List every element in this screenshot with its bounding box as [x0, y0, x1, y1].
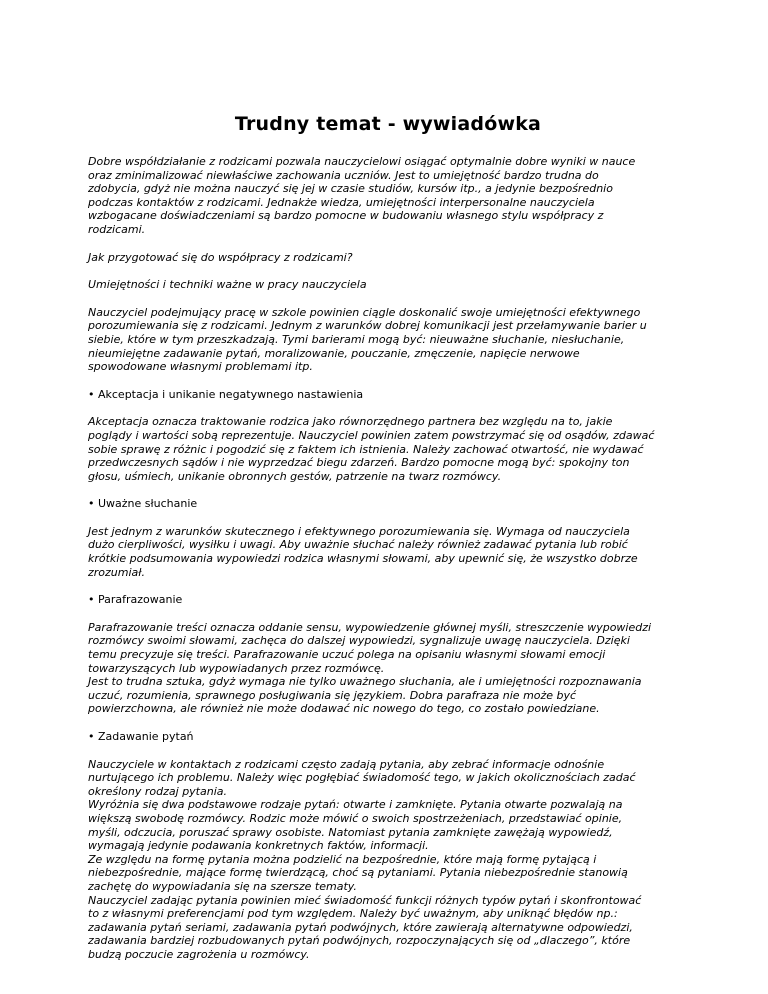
text-line: porozumiewania się z rodzicami. Jednym z warunków dobrej komunikacji jest przełamywanie barier u [88, 319, 647, 333]
text-line: nieumiejętne zadawanie pytań, moralizowanie, pouczanie, zmęczenie, napięcie nerwowe [88, 346, 580, 360]
section-heading [88, 730, 688, 744]
text-line: budzą poczucie zagrożenia u rozmówcy. [88, 947, 310, 961]
text-line: Jak przygotować się do współpracy z rodzicami? [88, 250, 353, 264]
text-line: niebezpośrednie, mające formę twierdzącą, choć są pytaniami. Pytania niebezpośrednie stanowią [88, 866, 628, 880]
paragraph [88, 306, 688, 374]
text-line: temu precyzuje się treści. Parafrazowanie uczuć polega na opisaniu własnymi słowami emocji [88, 648, 606, 662]
text-line: podczas kontaktów z rodzicami. Jednakże wiedza, umiejętności interpersonalne nauczyciela [88, 195, 595, 209]
paragraph [88, 621, 688, 716]
text-line: spowodowane własnymi problemami itp. [88, 360, 313, 374]
text-line: myśli, odczucia, poruszać sprawy osobiste. Natomiast pytania zamknięte zawężają wypowiedź, [88, 825, 613, 839]
paragraph [88, 758, 688, 962]
text-line: rodzicami. [88, 222, 146, 236]
text-line: to z własnymi preferencjami pod tym względem. Należy być uważnym, aby uniknąć błędów np.: [88, 907, 618, 921]
text-line: poglądy i wartości sobą reprezentuje. Nauczyciel powinien zatem powstrzymać się od osądów, zdawać [88, 428, 655, 442]
text-line: zadawania bardziej rozbudowanych pytań podwójnych, rozpoczynających się od „dlaczego”, które [88, 934, 631, 948]
text-line: określony rodzaj pytania. [88, 784, 227, 798]
paragraph [88, 251, 688, 265]
text-line: Nauczyciele w kontaktach z rodzicami często zadają pytania, aby zebrać informacje odnośnie [88, 757, 605, 771]
text-line: oraz zminimalizować niewłaściwe zachowania uczniów. Jest to umiejętność bardzo trudna do [88, 168, 599, 182]
text-line: zachętę do wypowiadania się na szersze tematy. [88, 879, 357, 893]
text-line: nurtującego ich problemu. Należy więc pogłębiać świadomość tego, w jakich okolicznościach zadać [88, 771, 636, 785]
text-line: • Parafrazowanie [88, 593, 183, 607]
text-line: • Akceptacja i unikanie negatywnego nastawienia [88, 387, 364, 401]
text-line: Jest to trudna sztuka, gdyż wymaga nie tylko uważnego słuchania, ale i umiejętności rozpoznawania [88, 675, 642, 689]
text-line: Parafrazowanie treści oznacza oddanie sensu, wypowiedzenie głównej myśli, streszczenie wypowiedzi [88, 620, 652, 634]
section-heading [88, 497, 688, 511]
text-line: większą swobodę rozmówcy. Rodzic może mówić o swoich spostrzeżeniach, przedstawiać opinie, [88, 811, 623, 825]
text-line: towarzyszących lub wypowiadanych przez rozmówcę. [88, 661, 385, 675]
text-line: Dobre współdziałanie z rodzicami pozwala nauczycielowi osiągać optymalnie dobre wyniki w nauce [88, 155, 636, 168]
document-page [88, 113, 688, 976]
text-line: Nauczyciel zadając pytania powinien mieć świadomość funkcji różnych typów pytań i skonfrontować [88, 893, 642, 907]
text-line: głosu, uśmiech, unikanie obronnych gestów, patrzenie na twarz rozmówcy. [88, 469, 502, 483]
text-line: zadawania pytań seriami, zadawania pytań podwójnych, które zawierają alternatywne odpowiedzi, [88, 920, 633, 934]
text-line: wymagają jedynie podawania konkretnych faktów, informacji. [88, 839, 429, 853]
paragraph [88, 155, 688, 237]
text-line: siebie, które w tym przeszkadzają. Tymi barierami mogą być: nieuważne słuchanie, niesłuchanie, [88, 332, 625, 346]
text-line: • Uważne słuchanie [88, 497, 198, 511]
text-line: sobie sprawę z różnic i pogodzić się z faktem ich istnienia. Należy zachować otwartość, nie wydawać [88, 442, 644, 456]
text-line: uczuć, rozumienia, sprawnego posługiwania się językiem. Dobra parafraza nie może być [88, 688, 577, 702]
text-line: Umiejętności i techniki ważne w pracy nauczyciela [88, 278, 367, 292]
text-line: Akceptacja oznacza traktowanie rodzica jako równorzędnego partnera bez względu na to, jakie [88, 415, 613, 429]
section-heading [88, 593, 688, 607]
paragraph [88, 278, 688, 292]
text-line: rozmówcy swoimi słowami, zachęca do dalszej wypowiedzi, sygnalizuje uwagę nauczyciela. Dzięki [88, 634, 630, 648]
text-line: powierzchowna, ale również nie może dodawać nic nowego do tego, co zostało powiedziane. [88, 702, 600, 716]
section-heading [88, 388, 688, 402]
text-line: Nauczyciel podejmujący pracę w szkole powinien ciągle doskonalić swoje umiejętności efektywnego [88, 305, 641, 319]
document-body [88, 155, 688, 962]
text-line: zrozumiał. [88, 565, 145, 579]
text-line: wzbogacane doświadczeniami są bardzo pomocne w budowaniu własnego stylu współpracy z [88, 209, 604, 223]
paragraph [88, 525, 688, 579]
text-line: Wyróżnia się dwa podstawowe rodzaje pytań: otwarte i zamknięte. Pytania otwarte pozwalają na [88, 798, 623, 812]
document-title: Trudny temat - wywiadówka [234, 113, 542, 135]
text-line: Ze względu na formę pytania można podzielić na bezpośrednie, które mają formę pytającą i [88, 852, 597, 866]
text-line: Jest jednym z warunków skutecznego i efektywnego porozumiewania się. Wymaga od nauczyciela [88, 524, 630, 538]
paragraph [88, 415, 688, 483]
text-line: zdobycia, gdyż nie można nauczyć się jej w czasie studiów, kursów itp., a jedynie bezpośrednio [88, 182, 613, 196]
text-line: • Zadawanie pytań [88, 730, 194, 743]
text-line: krótkie podsumowania wypowiedzi rodzica własnymi słowami, aby upewnić się, że wszystko dobrze [88, 552, 638, 566]
text-line: przedwczesnych sądów i nie wyprzedzać biegu zdarzeń. Bardzo pomocne mogą być: spokojny ton [88, 456, 630, 470]
text-line: dużo cierpliwości, wysiłku i uwagi. Aby uważnie słuchać należy również zadawać pytania lub robić [88, 538, 628, 552]
